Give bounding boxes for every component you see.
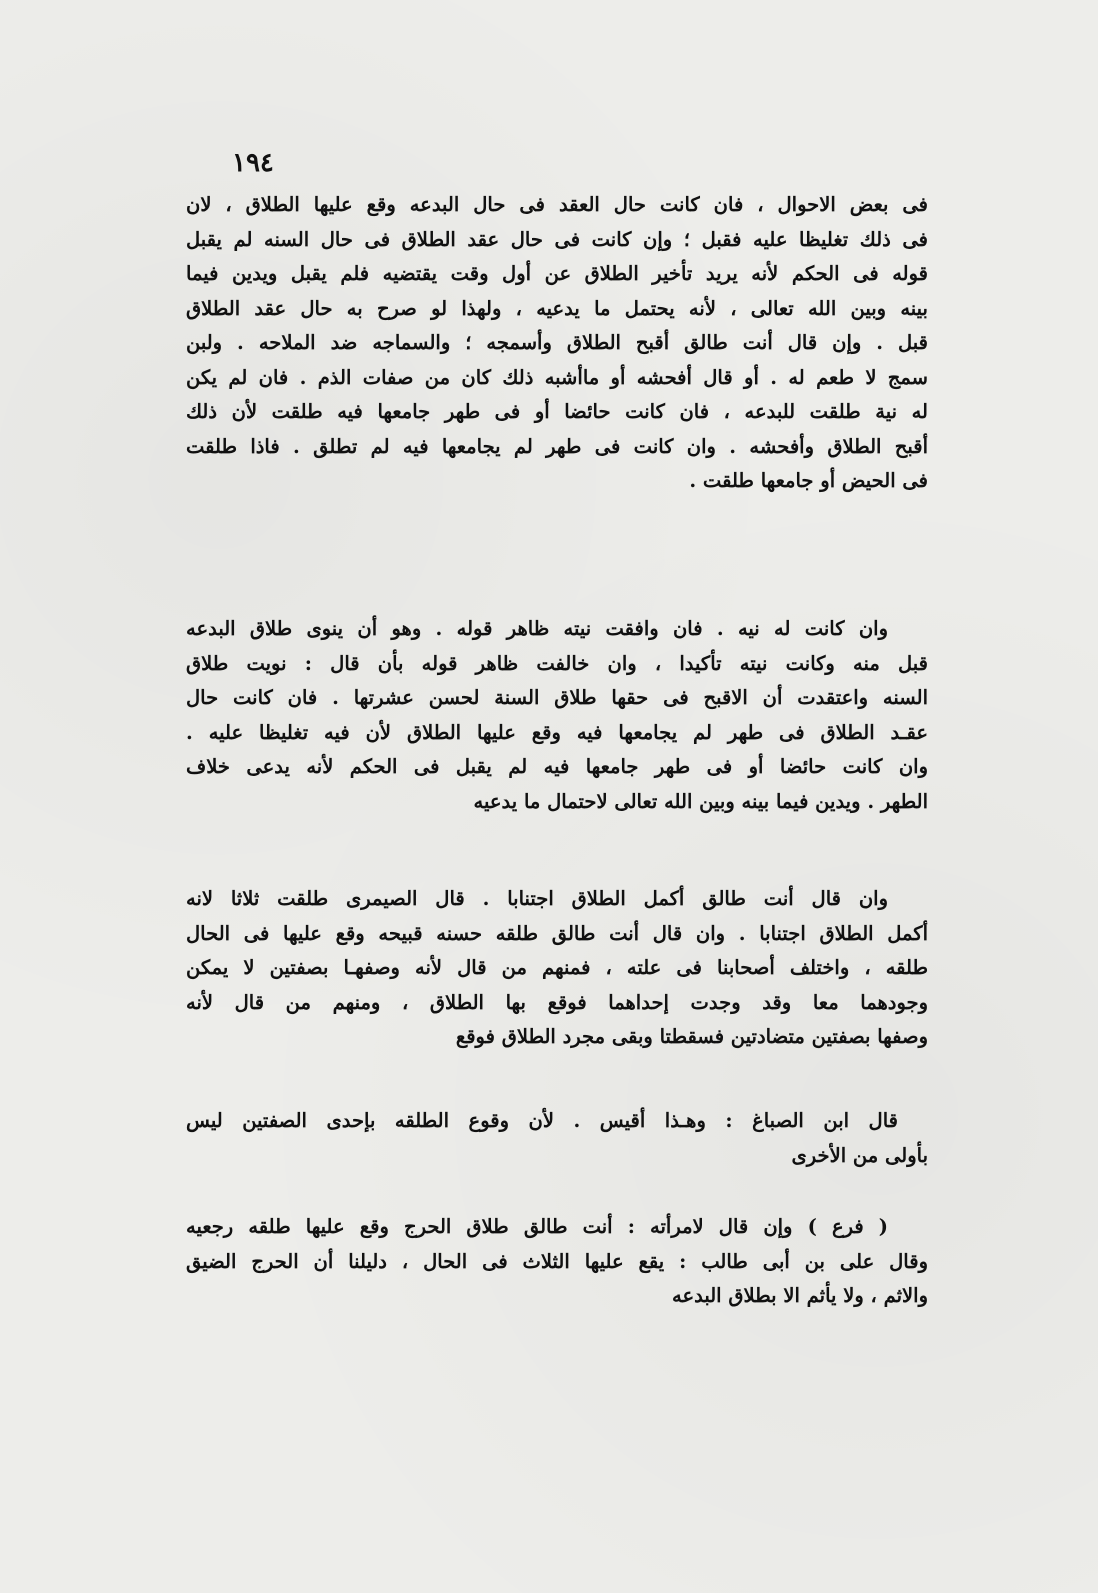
text-line: عقـد الطلاق فى طهر لم يجامعها فيه وقع عليها الطلاق لأن فيه تغليظا عليه . — [186, 720, 928, 744]
text-line: قبل . وإن قال أنت طالق أقبح الطلاق وأسمجه ؛ والسماجه ضد الملاحه . ولبن — [186, 331, 928, 354]
text-line: وان كانت له نيه . فان وافقت نيته ظاهر قوله . وهو أن ينوى طلاق البدعه — [186, 617, 888, 640]
text-line: السنه واعتقدت أن الاقبح فى حقها طلاق السنة لحسن عشرتها . فان كانت حال — [186, 686, 928, 709]
page-number: ١٩٤ — [232, 148, 274, 178]
text-line: قوله فى الحكم لأنه يريد تأخير الطلاق عن أول وقت يقتضيه فلم يقبل ويدين فيما — [186, 262, 928, 285]
text-line: والاثم ، ولا يأثم الا بطلاق البدعه — [672, 1284, 928, 1307]
text-line: بأولى من الأخرى — [791, 1143, 928, 1167]
text-line: وقال على بن أبى طالب : يقع عليها الثلاث فى الحال ، دليلنا أن الحرج الضيق — [186, 1249, 928, 1273]
paragraph-2 — [186, 612, 928, 819]
text-line: وجودهما معا وقد وجدت إحداهما فوقع بها الطلاق ، ومنهم من قال لأنه — [186, 990, 928, 1014]
paragraph-1 — [186, 188, 928, 499]
text-line: وصفها بصفتين متضادتين فسقطتا وبقى مجرد الطلاق فوقع — [455, 1025, 928, 1048]
text-line: له نية طلقت للبدعه ، فان كانت حائضا أو فى طهر جامعها فيه طلقت لأن ذلك — [186, 400, 928, 423]
text-line: أكمل الطلاق اجتنابا . وان قال أنت طالق طلقه حسنه قبيحه وقع عليها فى الحال — [186, 921, 928, 945]
text-line: قبل منه وكانت نيته تأكيدا ، وان خالفت ظاهر قوله بأن قال : نويت طلاق — [186, 651, 928, 675]
paragraph-3 — [186, 882, 928, 1055]
text-line: فى الحيض أو جامعها طلقت . — [689, 469, 928, 492]
text-line: وان قال أنت طالق أكمل الطلاق اجتنابا . قال الصيمرى طلقت ثلاثا لانه — [186, 887, 888, 910]
text-line: ( فرع ) وإن قال لامرأته : أنت طالق طلاق الحرج وقع عليها طلقه رجعيه — [186, 1215, 888, 1238]
text-line: سمج لا طعم له . أو قال أفحشه أو ماأشبه ذلك كان من صفات الذم . فان لم يكن — [186, 365, 928, 389]
text-line: بينه وبين الله تعالى ، لأنه يحتمل ما يدعيه ، ولهذا لو صرح به حال عقد الطلاق — [186, 296, 928, 320]
text-line: أقبح الطلاق وأفحشه . وان كانت فى طهر لم يجامعها فيه لم تطلق . فاذا طلقت — [186, 434, 928, 458]
text-line: الطهر . ويدين فيما بينه وبين الله تعالى لاحتمال ما يدعيه — [473, 789, 928, 813]
text-line: فى بعض الاحوال ، فان كانت حال العقد فى حال البدعه وقع عليها الطلاق ، لان — [186, 193, 928, 216]
text-line: قال ابن الصباغ : وهـذا أقيس . لأن وقوع الطلقه بإحدى الصفتين ليس — [186, 1109, 898, 1132]
text-line: فى ذلك تغليظا عليه فقبل ؛ وإن كانت فى حال عقد الطلاق فى حال السنه لم يقبل — [186, 227, 928, 251]
text-line: وان كانت حائضا أو فى طهر جامعها فيه لم يقبل فى الحكم لأنه يدعى خلاف — [186, 755, 928, 778]
paragraph-4 — [186, 1104, 928, 1173]
text-line: طلقه ، واختلف أصحابنا فى علته ، فمنهم من قال لأنه وصفهـا بصفتين لا يمكن — [186, 956, 928, 979]
paragraph-5 — [186, 1210, 928, 1314]
